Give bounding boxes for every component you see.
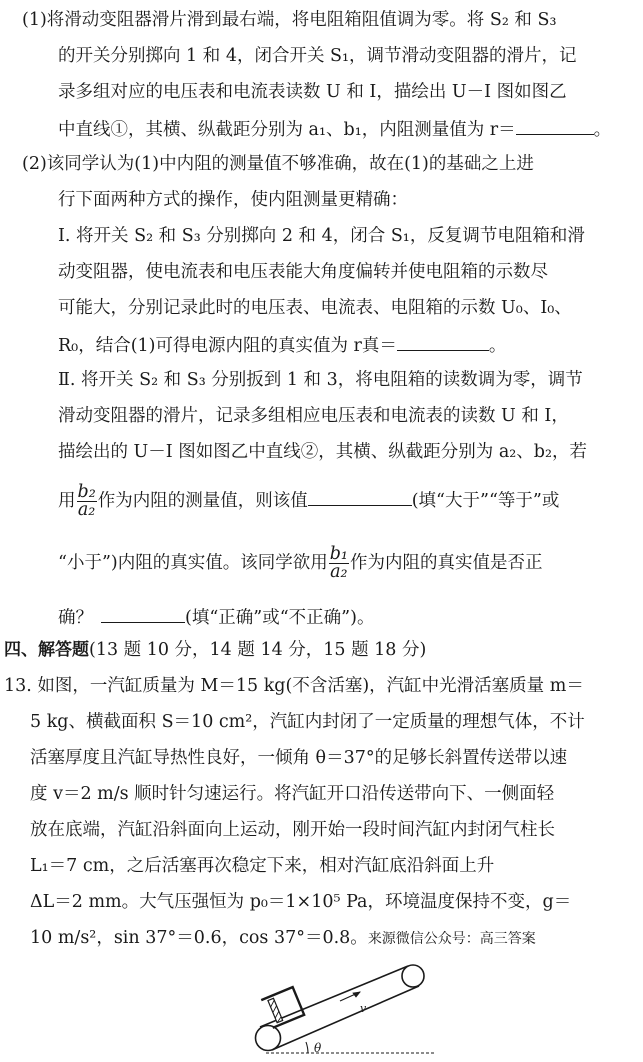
q12-method1-line4-end: 。: [488, 336, 507, 356]
q12-method1-line4: [58, 332, 506, 358]
source-note: 来源微信公众号：高三答案: [367, 931, 536, 947]
q12-method2-line4: [58, 484, 559, 519]
q12-method2-line6-end: (填“正确”或“不正确”)。: [185, 608, 375, 628]
q12-method2-line5-post: 作为内阻的真实值是否正: [349, 553, 543, 573]
theta-arc: [306, 1042, 308, 1053]
section4-title: 四、解答题: [4, 640, 89, 660]
q13-line8-text: 10 m/s²，sin 37°＝0.6，cos 37°＝0.8。: [30, 928, 368, 948]
q12-method1-line2: 动变阻器，使电流表和电压表能大角度偏转并使电阻箱的示数尽: [58, 262, 548, 282]
q12-method2-line4-end: (填“大于”“等于”或: [411, 491, 560, 511]
q12-method2-line1: Ⅱ. 将开关 S₂ 和 S₃ 分别扳到 1 和 3，将电阻箱的读数调为零，调节: [58, 370, 583, 390]
velocity-label: v: [360, 1002, 367, 1015]
q13-line6: L₁＝7 cm，之后活塞再次稳定下来，相对汽缸底沿斜面上升: [30, 856, 495, 876]
q12-method1-line3: 可能大，分别记录此时的电压表、电流表、电阻箱的示数 U₀、I₀、: [58, 298, 572, 318]
theta-label: θ: [314, 1041, 322, 1055]
q12-part1-line3: 录多组对应的电压表和电流表读数 U 和 I，描绘出 U－I 图如图乙: [58, 82, 567, 102]
conveyor-figure: [236, 960, 436, 1060]
q13-line2: 5 kg、横截面积 S＝10 cm²，汽缸内封闭了一定质量的理想气体，不计: [30, 712, 585, 732]
bottom-pulley: [256, 1026, 281, 1051]
q12-method2-line5: [58, 546, 542, 581]
fraction-b2-over-a2: $\frac{\text{b₂}}{\text{a₂}}$: [77, 482, 96, 520]
q13-line5: 放在底端，汽缸沿斜面向上运动，刚开始一段时间汽缸内封闭气柱长: [30, 820, 555, 840]
q12-method1-line4-text: R₀，结合(1)可得电源内阻的真实值为 r真＝: [58, 336, 397, 356]
section4-note: (13 题 10 分，14 题 14 分，15 题 18 分): [89, 640, 427, 660]
cylinder-walls: [261, 987, 304, 1028]
q12-method2-line6: [58, 604, 374, 630]
answer-blank-correct[interactable]: [101, 604, 185, 623]
piston: [268, 998, 283, 1022]
q12-part2-line2: 行下面两种方式的操作，使内阻测量更精确：: [58, 190, 408, 210]
answer-blank-r-true[interactable]: [397, 332, 489, 351]
q12-part1-line4-end: 。: [593, 120, 612, 140]
q13-line1: 13. 如图，一汽缸质量为 M＝15 kg(不含活塞)，汽缸中光滑活塞质量 m＝: [4, 676, 584, 696]
q13-line7: ΔL＝2 mm。大气压强恒为 p₀＝1×10⁵ Pa，环境温度保持不变，g＝: [30, 892, 572, 912]
q12-method2-line3: 描绘出的 U－I 图如图乙中直线②，其横、纵截距分别为 a₂、b₂，若: [58, 442, 588, 462]
q13-line4: 度 v＝2 m/s 顺时针匀速运行。将汽缸开口沿传送带向下、一侧面轻: [30, 784, 555, 804]
q12-part1-line4-text: 中直线①，其横、纵截距分别为 a₁、b₁，内阻测量值为 r＝: [58, 120, 516, 140]
q12-method2-line5-pre: “小于”)内阻的真实值。该同学欲用: [58, 553, 328, 573]
velocity-arrowhead: [353, 992, 360, 997]
q12-part2-line1: (2)该同学认为(1)中内阻的测量值不够准确，故在(1)的基础之上进: [22, 154, 534, 174]
q12-method2-line4-pre: 用: [58, 491, 76, 511]
fraction-b1-over-a2: $\frac{\text{b₁}}{\text{a₂}}$: [329, 544, 348, 582]
q12-part1-line1: (1)将滑动变阻器滑片滑到最右端，将电阻箱阻值调为零。将 S₂ 和 S₃: [22, 10, 557, 30]
section4-header: [4, 638, 426, 662]
q12-part1-line4: [58, 116, 611, 142]
answer-blank-r[interactable]: [516, 116, 594, 135]
q12-method2-line4-post: 作为内阻的测量值，则该值: [97, 491, 308, 511]
q12-method2-line2: 滑动变阻器的滑片，记录多组相应电压表和电流表的读数 U 和 I，: [58, 406, 569, 426]
q13-line3: 活塞厚度且汽缸导热性良好，一倾角 θ＝37°的足够长斜置传送带以速: [30, 748, 568, 768]
q12-method1-line1: Ⅰ. 将开关 S₂ 和 S₃ 分别掷向 2 和 4，闭合 S₁，反复调节电阻箱和滑: [58, 226, 585, 246]
q12-part1-line2: 的开关分别掷向 1 和 4，闭合开关 S₁，调节滑动变阻器的滑片，记: [58, 46, 577, 66]
answer-blank-compare[interactable]: [308, 487, 412, 506]
cylinder: [261, 987, 304, 1028]
q13-line8: [30, 926, 536, 951]
q12-method2-line6-pre: 确？: [58, 608, 93, 628]
top-pulley: [402, 965, 424, 987]
